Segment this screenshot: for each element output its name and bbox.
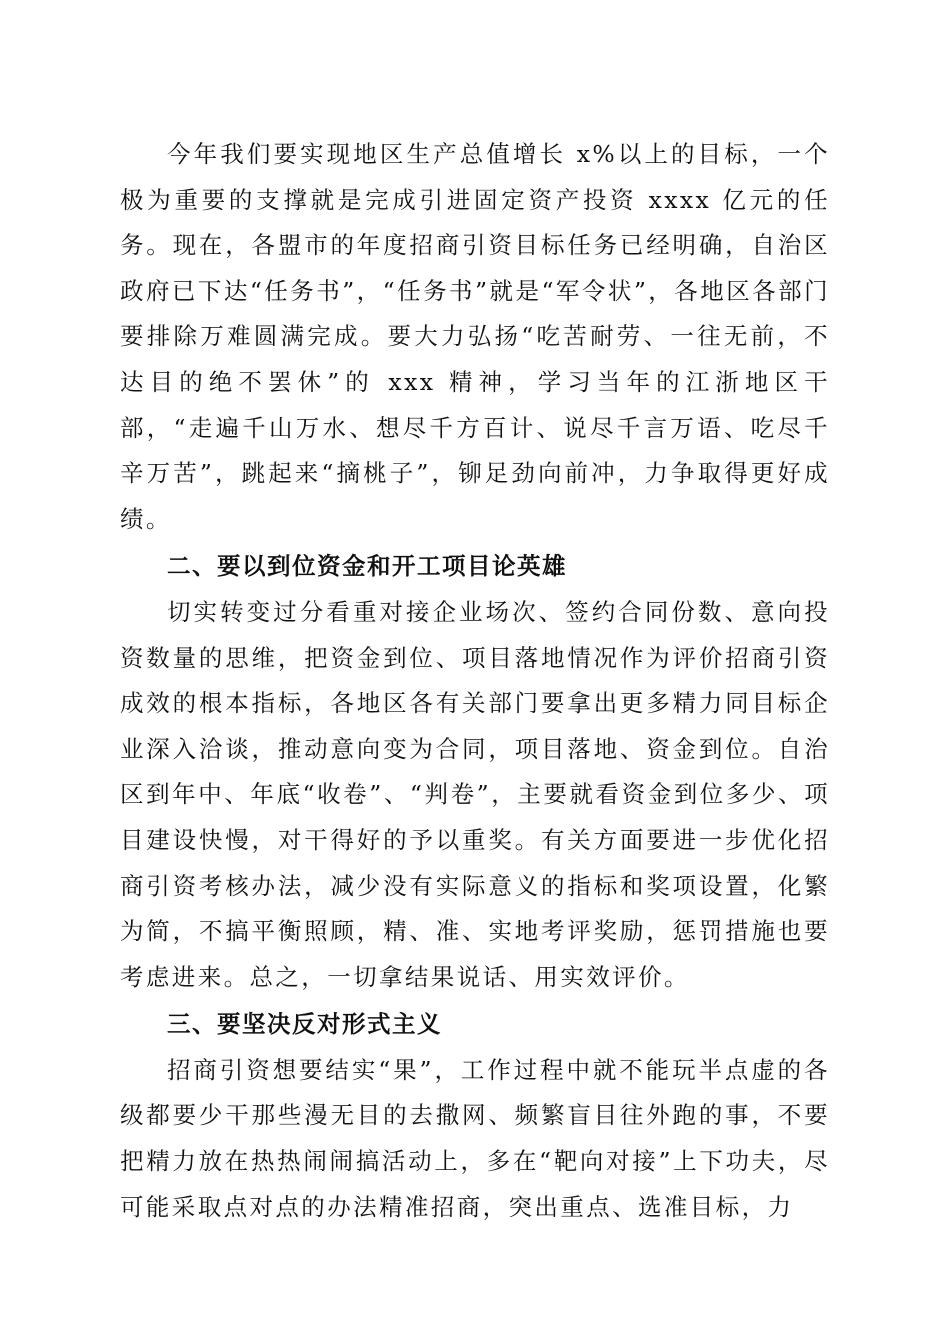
section-heading-2: 二、要以到位资金和开工项目论英雄 <box>167 552 567 581</box>
document-body <box>120 132 830 1230</box>
paragraph-against-formalism: 招商引资想要结实“果”，工作过程中就不能玩半点虚的各级都要少干那些漫无目的去撒网、频繁盲目往外跑的事，不要把精力放在热热闹闹搞活动上，多在“靶向对接”上下功夫，尽可能采取点对点的办法精准招商，突出重点、选准目标，力 <box>120 1055 830 1221</box>
paragraph-investment-target: 今年我们要实现地区生产总值增长 x%以上的目标，一个极为重要的支撑就是完成引进固定资产投资 xxxx 亿元的任务。现在，各盟市的年度招商引资目标任务已经明确，自治区政府已下达“任务书”，“任务书”就是“军令状”，各地区各部门要排除万难圆满完成。要大力弘扬“吃苦耐劳、一往无前，不达目的绝不罢休”的 xxx 精神，学习当年的江浙地区干部，“走遍千山万水、想尽千方百计、说尽千言万语、吃尽千辛万苦”，跳起来“摘桃子”，铆足劲向前冲，力争取得更好成绩。 <box>120 140 830 533</box>
section-heading-3: 三、要坚决反对形式主义 <box>167 1010 442 1039</box>
paragraph-funds-projects: 切实转变过分看重对接企业场次、签约合同份数、意向投资数量的思维，把资金到位、项目落地情况作为评价招商引资成效的根本指标，各地区各有关部门要拿出更多精力同目标企业深入洽谈，推动意向变为合同，项目落地、资金到位。自治区到年中、年底“收卷”、“判卷”，主要就看资金到位多少、项目建设快慢，对干得好的予以重奖。有关方面要进一步优化招商引资考核办法，减少没有实际意义的指标和奖项设置，化繁为简，不搞平衡照顾，精、准、实地考评奖励，惩罚措施也要考虑进来。总之，一切拿结果说话、用实效评价。 <box>120 597 830 991</box>
